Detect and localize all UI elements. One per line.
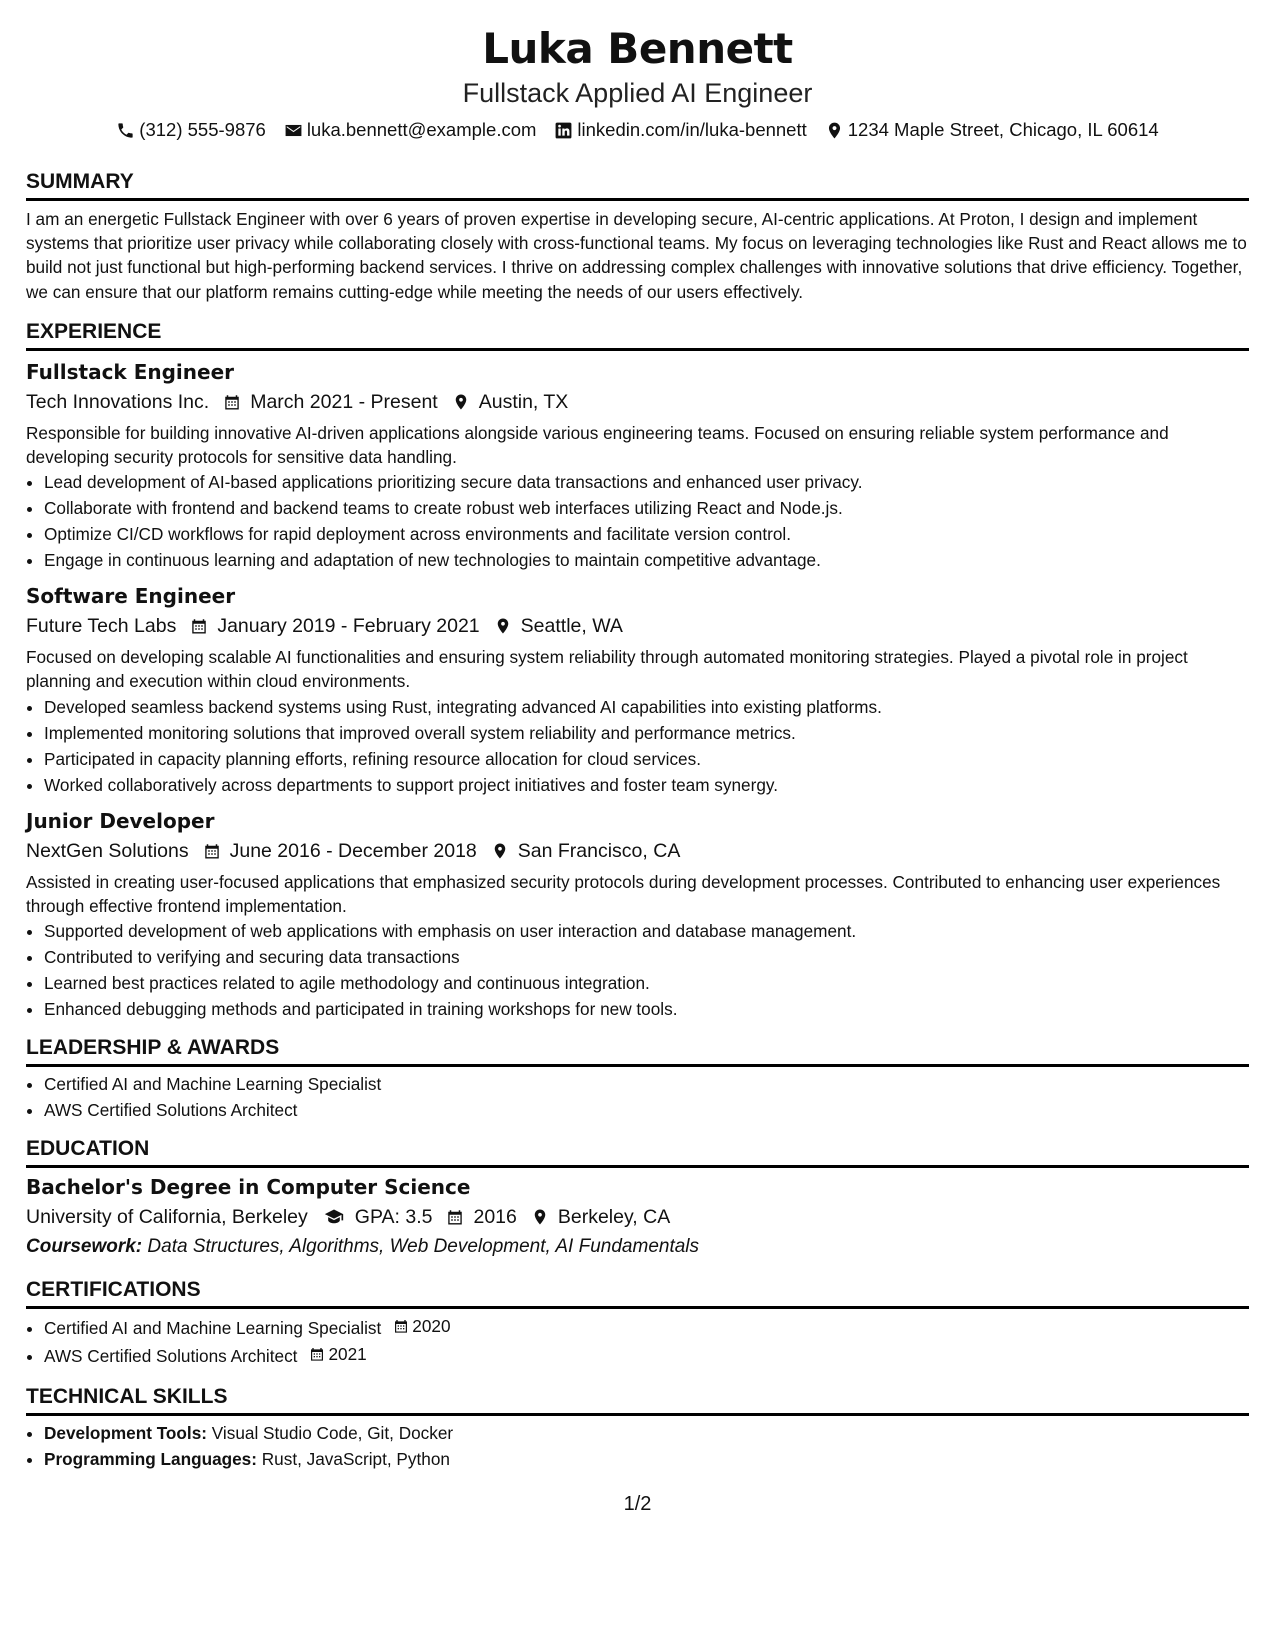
school-text: University of California, Berkeley — [26, 1206, 308, 1229]
job-location — [491, 836, 681, 866]
certification-year: 2020 — [412, 1316, 451, 1337]
job-bullets — [26, 694, 1249, 798]
contact-bar — [26, 116, 1249, 144]
summary-section — [26, 168, 1249, 304]
education-section — [26, 1135, 1249, 1262]
phone-icon — [116, 121, 135, 140]
job-title: Fullstack Engineer — [26, 359, 234, 384]
job-list — [26, 357, 1249, 1022]
leadership-list — [26, 1071, 1249, 1123]
phone-text: (312) 555-9876 — [139, 119, 266, 140]
certification-name: Certified AI and Machine Learning Specialist — [44, 1318, 382, 1339]
location-text: Seattle, WA — [520, 615, 623, 638]
leadership-item: • Certified AI and Machine Learning Specialist — [44, 1071, 1249, 1097]
certifications-heading: CERTIFICATIONS — [26, 1276, 1249, 1309]
graduation-cap-icon — [322, 1207, 346, 1227]
job-bullet: • Collaborate with frontend and backend teams to create robust web interfaces utilizing React and Node.js. — [44, 495, 1249, 521]
job-bullets — [26, 469, 1249, 573]
skill-label: Programming Languages: — [44, 1449, 257, 1470]
year-text: 2016 — [473, 1206, 517, 1229]
dates-text: March 2021 - Present — [250, 390, 438, 413]
job-meta — [26, 836, 1249, 866]
job-location — [452, 387, 569, 417]
email-text: luka.bennett@example.com — [306, 119, 537, 140]
experience-section — [26, 318, 1249, 1022]
job-title: Software Engineer — [26, 584, 236, 609]
map-pin-icon — [452, 393, 470, 411]
skill-value: Rust, JavaScript, Python — [261, 1449, 450, 1470]
dates-text: January 2019 - February 2021 — [217, 615, 480, 638]
job-dates — [190, 611, 479, 641]
calendar-icon — [223, 393, 241, 411]
job-meta — [26, 611, 1249, 641]
company-text: NextGen Solutions — [26, 839, 189, 862]
job-bullet: • Optimize CI/CD workflows for rapid deployment across environments and facilitate version control. — [44, 521, 1249, 547]
map-pin-icon — [491, 842, 509, 860]
job-location — [494, 611, 623, 641]
company-text: Future Tech Labs — [26, 615, 177, 638]
linkedin-icon — [554, 121, 573, 140]
calendar-icon — [309, 1346, 325, 1362]
job-bullet: • Participated in capacity planning efforts, refining resource allocation for cloud services. — [44, 746, 1249, 772]
certifications-section — [26, 1276, 1249, 1369]
leadership-item: • AWS Certified Solutions Architect — [44, 1097, 1249, 1123]
location-text: Berkeley, CA — [557, 1206, 671, 1229]
job-bullet: • Supported development of web applications with emphasis on user interaction and database management. — [44, 918, 1249, 944]
coursework-label: Coursework: — [26, 1236, 143, 1258]
job-description: Focused on developing scalable AI functionalities and ensuring system reliability through automated monitoring strategies. Played a pivotal role in project planning and execution within cloud environments. — [26, 647, 1188, 692]
job-dates — [223, 387, 438, 417]
certification-item — [44, 1313, 1249, 1341]
education-heading: EDUCATION — [26, 1135, 1249, 1168]
job-bullet: • Enhanced debugging methods and participated in training workshops for new tools. — [44, 996, 1249, 1022]
certification-name: AWS Certified Solutions Architect — [44, 1346, 298, 1367]
school-name — [26, 1202, 308, 1232]
job-dates — [203, 836, 477, 866]
job-description: Assisted in creating user-focused applications that emphasized security protocols during development processes. Contributed to enhancing user experiences through effective frontend implementation. — [26, 871, 1221, 916]
skill-item — [44, 1446, 1249, 1472]
leadership-section — [26, 1034, 1249, 1123]
job-entry — [26, 357, 1249, 573]
job-entry — [26, 806, 1249, 1022]
page-number: 1/2 — [623, 1493, 652, 1515]
contact-address — [825, 116, 1159, 144]
skill-item — [44, 1420, 1249, 1446]
job-company — [26, 387, 209, 417]
job-company — [26, 611, 176, 641]
job-description: Responsible for building innovative AI-driven applications alongside various engineering teams. Focused on ensuring reliable system performance and developing security protocols for sensitive data handling. — [26, 422, 1169, 468]
calendar-icon — [446, 1208, 464, 1226]
skills-heading: TECHNICAL SKILLS — [26, 1383, 1249, 1416]
calendar-icon — [393, 1318, 409, 1334]
skills-list — [26, 1420, 1249, 1472]
map-pin-icon — [531, 1208, 549, 1226]
location-text: Austin, TX — [478, 390, 569, 413]
job-bullet: • Implemented monitoring solutions that improved overall system reliability and performance metrics. — [44, 720, 1249, 746]
education-meta — [26, 1202, 1249, 1232]
location-text: San Francisco, CA — [517, 839, 681, 862]
contact-email[interactable] — [284, 116, 537, 144]
job-title: Junior Developer — [26, 808, 215, 833]
certifications-list — [26, 1313, 1249, 1369]
education-gpa — [322, 1202, 433, 1232]
calendar-icon — [190, 617, 208, 635]
leadership-heading: LEADERSHIP & AWARDS — [26, 1034, 1249, 1067]
experience-heading: EXPERIENCE — [26, 318, 1249, 351]
coursework — [26, 1232, 1249, 1262]
job-bullet: • Lead development of AI-based applications prioritizing secure data transactions and enhanced user privacy. — [44, 469, 1249, 495]
coursework-text: Data Structures, Algorithms, Web Development, AI Fundamentals — [147, 1236, 700, 1258]
job-bullet: • Worked collaboratively across departments to support project initiatives and foster team synergy. — [44, 772, 1249, 798]
company-text: Tech Innovations Inc. — [26, 390, 210, 413]
address-text: 1234 Maple Street, Chicago, IL 60614 — [847, 119, 1159, 140]
job-bullet: • Developed seamless backend systems using Rust, integrating advanced AI capabilities into existing platforms. — [44, 694, 1249, 720]
resume-header — [26, 22, 1249, 144]
education-year — [446, 1202, 516, 1232]
job-bullets — [26, 918, 1249, 1022]
candidate-role: Fullstack Applied AI Engineer — [462, 78, 813, 108]
certification-date — [393, 1313, 450, 1339]
dates-text: June 2016 - December 2018 — [229, 839, 477, 862]
job-company — [26, 836, 189, 866]
envelope-icon — [284, 121, 303, 140]
certification-year: 2021 — [328, 1344, 367, 1365]
skills-section — [26, 1383, 1249, 1472]
map-pin-icon — [825, 121, 844, 140]
linkedin-text: linkedin.com/in/luka-bennett — [577, 119, 807, 140]
contact-phone[interactable] — [116, 116, 266, 144]
education-location — [531, 1202, 670, 1232]
job-entry — [26, 581, 1249, 797]
skill-label: Development Tools: — [44, 1423, 207, 1444]
contact-linkedin[interactable] — [554, 116, 806, 144]
candidate-name: Luka Bennett — [482, 24, 793, 73]
gpa-text: GPA: 3.5 — [354, 1206, 433, 1229]
job-bullet: • Contributed to verifying and securing data transactions — [44, 944, 1249, 970]
job-bullet: • Learned best practices related to agile methodology and continuous integration. — [44, 970, 1249, 996]
degree-title: Bachelor's Degree in Computer Science — [26, 1175, 471, 1200]
map-pin-icon — [494, 617, 512, 635]
certification-date — [309, 1341, 366, 1367]
summary-heading: SUMMARY — [26, 168, 1249, 201]
skill-value: Visual Studio Code, Git, Docker — [211, 1423, 454, 1444]
calendar-icon — [203, 842, 221, 860]
certification-item — [44, 1341, 1249, 1369]
summary-text: I am an energetic Fullstack Engineer with over 6 years of proven expertise in developing secure, AI-centric applications. At Proton, I design and implement systems that prioritize user privacy while collaborating closely with cross-functional teams. My focus on leveraging technologies like Rust and React allows me to build not just functional but high-performing backend services. I thrive on addressing complex challenges with innovative solutions that drive efficiency. Together, we can ensure that our platform remains cutting-edge while meeting the needs of our users effectively. — [26, 209, 1247, 302]
job-meta — [26, 387, 1249, 417]
job-bullet: • Engage in continuous learning and adaptation of new technologies to maintain competitive advantage. — [44, 547, 1249, 573]
